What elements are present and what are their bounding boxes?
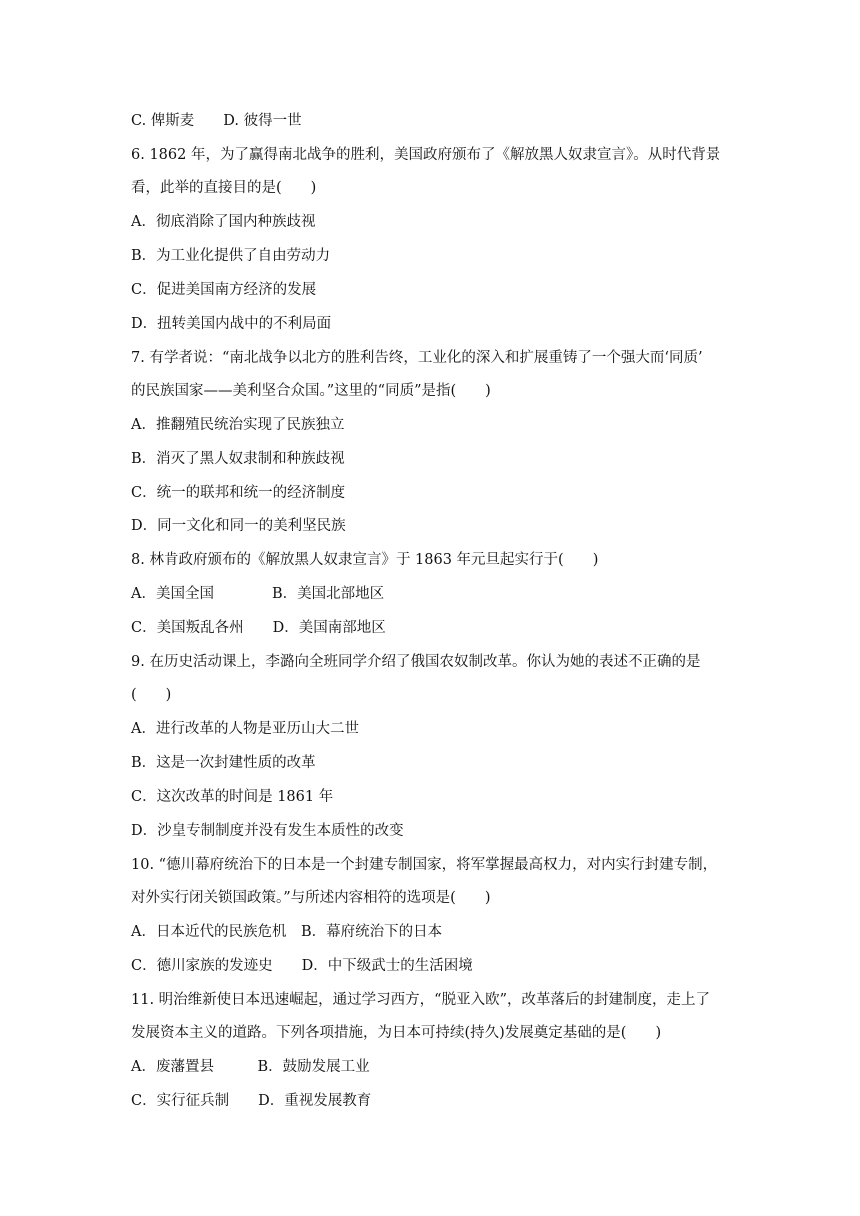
- option-line: C．美国叛乱各州 D．美国南部地区: [131, 620, 386, 636]
- option-line: D．扭转美国内战中的不利局面: [131, 316, 332, 332]
- option-line: C. 俾斯麦 D. 彼得一世: [131, 113, 302, 129]
- option-line: A．彻底消除了国内种族歧视: [131, 214, 316, 230]
- question-9-line-1: 9. 在历史活动课上，李潞向全班同学介绍了俄国农奴制改革。你认为她的表述不正确的是: [131, 654, 701, 670]
- question-7-line-1: 7. 有学者说：“南北战争以北方的胜利告终，工业化的深入和扩展重铸了一个强大而‘同质’: [131, 350, 703, 366]
- option-line: B．为工业化提供了自由劳动力: [131, 248, 331, 264]
- option-line: D．沙皇专制制度并没有发生本质性的改变: [131, 823, 404, 839]
- question-6-line-1: 6. 1862 年，为了赢得南北战争的胜利，美国政府颁布了《解放黑人奴隶宣言》。从时代背景: [131, 147, 721, 163]
- option-line: A．进行改革的人物是亚历山大二世: [131, 721, 359, 737]
- question-10-line-1: 10. “德川幕府统治下的日本是一个封建专制国家，将军掌握最高权力，对内实行封建专制，: [131, 857, 718, 873]
- option-line: A．推翻殖民统治实现了民族独立: [131, 417, 345, 433]
- question-7-line-2: 的民族国家——美利坚合众国。”这里的“同质”是指( ): [131, 383, 491, 399]
- option-line: A．废藩置县 B．鼓励发展工业: [131, 1059, 370, 1075]
- option-line: D．同一文化和同一的美利坚民族: [131, 518, 346, 534]
- option-line: C．实行征兵制 D．重视发展教育: [131, 1093, 372, 1109]
- question-11-line-1: 11. 明治维新使日本迅速崛起，通过学习西方，“脱亚入欧”，改革落后的封建制度，走上了: [131, 992, 710, 1008]
- question-11-line-2: 发展资本主义的道路。下列各项措施，为日本可持续(持久)发展奠定基础的是( ): [131, 1025, 662, 1041]
- question-9-line-2: ( ): [131, 687, 172, 703]
- option-line: C．统一的联邦和统一的经济制度: [131, 485, 346, 501]
- option-line: C．促进美国南方经济的发展: [131, 282, 317, 298]
- option-line: B．消灭了黑人奴隶制和种族歧视: [131, 451, 345, 467]
- option-line: A．日本近代的民族危机 B．幕府统治下的日本: [131, 924, 443, 940]
- question-10-line-2: 对外实行闭关锁国政策。”与所述内容相符的选项是( ): [131, 890, 491, 906]
- option-line: B．这是一次封建性质的改革: [131, 755, 316, 771]
- option-line: C．这次改革的时间是 1861 年: [131, 789, 334, 805]
- option-line: A．美国全国 B．美国北部地区: [131, 586, 385, 602]
- option-line: C．德川家族的发迹史 D．中下级武士的生活困境: [131, 958, 473, 974]
- question-8-line-1: 8. 林肯政府颁布的《解放黑人奴隶宣言》于 1863 年元旦起实行于( ): [131, 552, 599, 568]
- question-6-line-2: 看，此举的直接目的是( ): [131, 180, 317, 196]
